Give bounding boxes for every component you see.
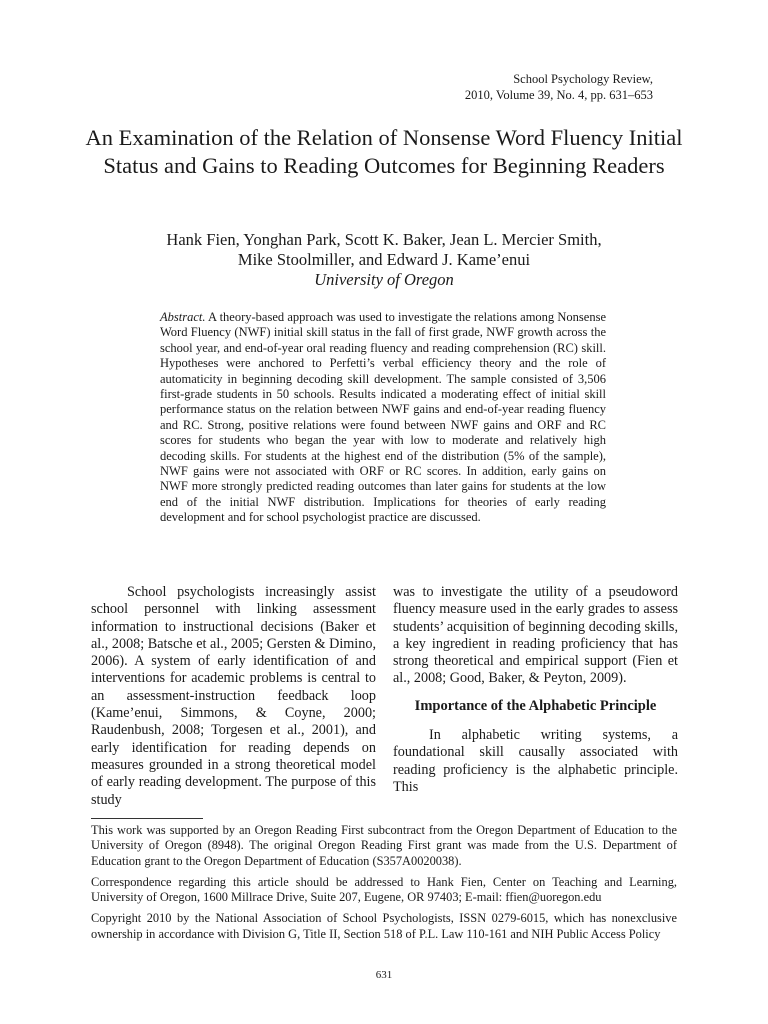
affiliation: University of Oregon [314,270,454,289]
correspondence-note: Correspondence regarding this article should be addressed to Hank Fien, Center on Teaching and Learning, University of Oregon, 1600 Millrace Drive, Suite 207, Eugene, OR 97403; E-mail: ffien@uoregon.edu [91,874,677,905]
footnotes [91,823,677,948]
body-paragraph-continued: was to investigate the utility of a pseudoword fluency measure used in the early grades to assess students’ acquisition of beginning decoding skills, a key ingredient in reading proficiency that has strong theoretical and empirical support (Fien et al., 2008; Good, Baker, & Peyton, 2009). [393,584,678,687]
running-head [465,71,653,103]
body-paragraph: In alphabetic writing systems, a foundational skill causally associated with reading proficiency is the alphabetic principle. This [393,727,678,795]
abstract [160,310,606,526]
author-line-2: Mike Stoolmiller, and Edward J. Kame’enui [237,250,531,269]
section-heading: Importance of the Alphabetic Principle [414,697,657,714]
author-block [60,230,708,290]
abstract-text: A theory-based approach was used to investigate the relations among Nonsense Word Fluency (NWF) initial skill status in the fall of first grade, NWF growth across the school year, and end-of-year oral reading fluency and reading comprehension (RC) skill. Hypotheses were anchored to Perfetti’s verbal efficiency theory and the role of automaticity in beginning decoding skill development. The sample consisted of 3,506 first-grade students in 50 schools. Results indicated a moderating effect of initial skill performance status on the relation between NWF gains and end-of-year reading fluency and RC. Strong, positive relations were found between NWF gains and ORF and RC scores for students who began the year with low to moderate and relatively high decoding skills. For students at the highest end of the distribution (5% of the sample), NWF gains were not associated with ORF or RC scores. In addition, early gains on NWF more strongly predicted reading outcomes than later gains for students at the low end of the initial NWF distribution. Implications for theories of early reading development and for school psychologist practice are discussed. [160,310,606,525]
funding-note: This work was supported by an Oregon Reading First subcontract from the Oregon Department of Education to the University of Oregon (8948). The original Oregon Reading First grant was made from the U.S. Department of Education grant to the Oregon Department of Education (S357A0020038). [91,823,677,868]
author-line-1: Hank Fien, Yonghan Park, Scott K. Baker, Jean L. Mercier Smith, [166,230,602,249]
footnote-rule [91,818,203,819]
copyright-note: Copyright 2010 by the National Association of School Psychologists, ISSN 0279-6015, which has nonexclusive ownership in accordance with Division G, Title II, Section 518 of P.L. Law 110-161 and NIH Public Access Policy [91,911,677,941]
body-paragraph: School psychologists increasingly assist school personnel with linking assessment information to instructional decisions (Baker et al., 2008; Batsche et al., 2005; Gersten & Dimino, 2006). A system of early identification of and interventions for academic problems is central to an assessment-instruction feedback loop (Kame’enui, Simmons, & Coyne, 2000; Raudenbush, 2008; Torgesen et al., 2001), and early identification for reading depends on measures grounded in a strong theoretical model of early reading development. The purpose of this study [91,584,376,808]
body-column-left [91,584,376,809]
abstract-label: Abstract. [160,310,206,324]
journal-name: School Psychology Review, [513,72,653,86]
issue-info: 2010, Volume 39, No. 4, pp. 631–653 [464,88,653,102]
article-title: An Examination of the Relation of Nonsense Word Fluency Initial Status and Gains to Reading Outcomes for Beginning Readers [85,125,683,178]
body-column-right [393,584,678,796]
page-number: 631 [375,969,393,981]
